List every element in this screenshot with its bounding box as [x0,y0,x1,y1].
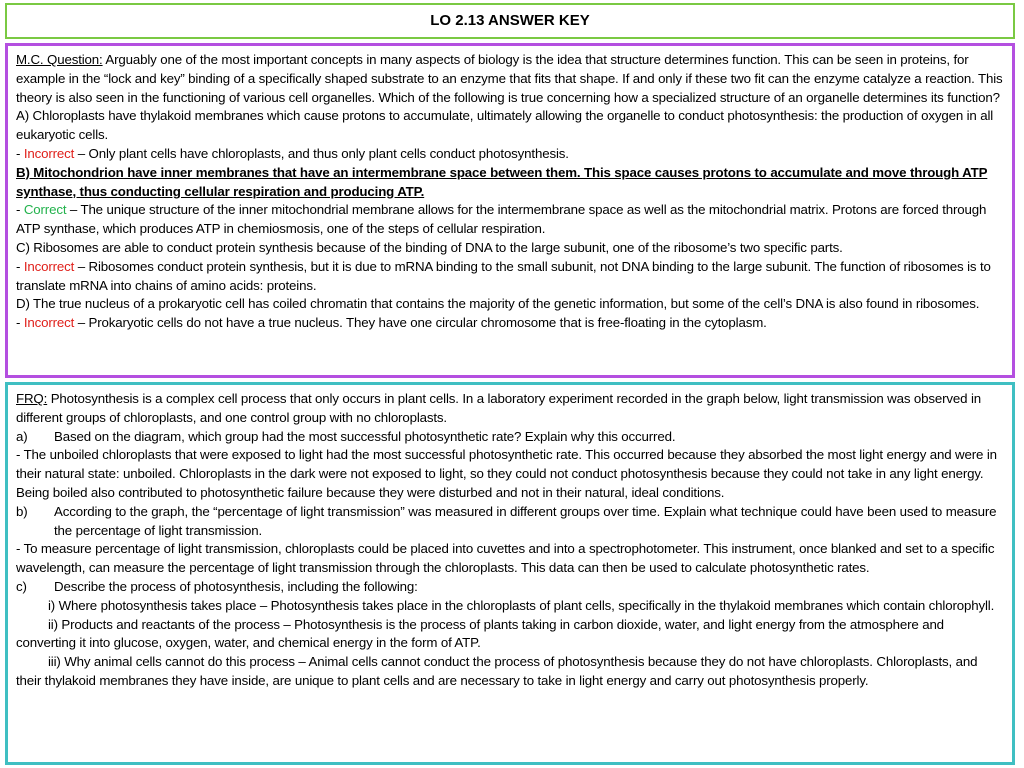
mc-label: M.C. Question: [16,52,103,67]
mc-explanation-a [16,145,1004,164]
frq-answer-c-iii: iii) Why animal cells cannot do this process – Animal cells cannot conduct the process of photosynthesis because they do not have chloroplasts. Chloroplasts, and their thylakoid membranes they have inside, are unique to plant cells and are necessary to take in light energy and carry out photosynthesis properly. [16,654,978,688]
title-box [5,3,1015,39]
frq-answer-a: - The unboiled chloroplasts that were exposed to light had the most successful photosynthetic rate. This occurred because they absorbed the most light energy and were in their natural state: unboiled. Chloroplasts in the dark were not exposed to light, so they could not conduct photosynthesis because they could not take in any light energy. Being boiled also contributed to photosynthetic failure because they were disturbed and not in their natural, ideal conditions. [16,447,997,500]
mc-explanation-c [16,258,1004,296]
mc-option-b-correct: B) Mitochondrion have inner membranes that have an intermembrane space between them. This space causes protons to accumulate and move through ATP synthase, thus conducting cellular respiration and producing ATP. [16,164,988,199]
question-text: Describe the process of photosynthesis, including the following: [54,578,418,594]
frq-intro-text: Photosynthesis is a complex cell process that only occurs in plant cells. In a laboratory experiment recorded in the graph below, light transmission was observed in different groups of chloroplasts, and one control group with no chloroplasts. [16,391,982,425]
mc-question-box [5,43,1015,378]
dash: - [16,315,24,331]
verdict-incorrect: Incorrect [23,258,75,274]
dash: - [16,145,24,161]
list-marker: b) [16,503,28,519]
question-text: Based on the diagram, which group had the most successful photosynthetic rate? Explain why this occurred. [54,428,676,444]
list-marker: c) [16,578,27,594]
explanation-text: – Ribosomes conduct protein synthesis, but it is due to mRNA binding to the small subunit, not DNA binding to the large subunit. The function of ribosomes is to translate mRNA into chains of amino acids: proteins. [16,258,991,293]
mc-question [16,51,1004,107]
mc-option-d: D) The true nucleus of a prokaryotic cell has coiled chromatin that contains the majority of the genetic information, but some of the cell’s DNA is also found in ribosomes. [16,296,980,312]
verdict-correct: Correct [23,202,67,218]
mc-option-c: C) Ribosomes are able to conduct protein synthesis because of the binding of DNA to the large subunit, one of the ribosome’s two specific parts. [16,239,843,255]
mc-question-text: Arguably one of the most important concepts in many aspects of biology is the idea that structure determines function. This can be seen in proteins, for example in the “lock and key” binding of a specifically shaped substrate to an enzyme that fits that shape. If and only if these two fit can the enzyme catalyze a reaction. This theory is also seen in the functioning of various cell organelles. Which of the following is true concerning how a specialized structure of an organelle determines its function? [16,52,1003,105]
frq-box [5,382,1015,765]
frq-answer-b: - To measure percentage of light transmission, chloroplasts could be placed into cuvettes and into a spectrophotometer. This instrument, once blanked and set to a specific wavelength, can measure the percentage of light transmission through the chloroplasts. This data can then be used to calculate photosynthetic rates. [16,541,995,576]
verdict-incorrect: Incorrect [23,315,75,331]
explanation-text: – The unique structure of the inner mitochondrial membrane allows for the intermembrane space as well as the mitochondrial matrix. Protons are forced through ATP synthase, which produces ATP in chemiosmosis, one of the steps of cellular respiration. [16,202,987,237]
frq-intro [16,390,1004,428]
dash: - [16,258,24,274]
dash: - [16,202,24,218]
mc-explanation-b [16,201,1004,239]
list-marker: a) [16,428,28,444]
frq-question-a [16,428,1004,447]
frq-answer-c-ii: ii) Products and reactants of the process – Photosynthesis is the process of plants taking in carbon dioxide, water, and light energy from the atmosphere and converting it into glucose, oxygen, water, and chemical energy in the form of ATP. [16,616,944,651]
page-title: LO 2.13 ANSWER KEY [430,12,590,29]
verdict-incorrect: Incorrect [23,145,75,161]
frq-answer-c-i: i) Where photosynthesis takes place – Photosynthesis takes place in the chloroplasts of plant cells, specifically in the thylakoid membranes which contain chlorophyll. [48,597,995,613]
question-text: According to the graph, the “percentage of light transmission” was measured in different groups over time. Explain what technique could have been used to measure the percentage of light transmission. [54,503,997,538]
frq-question-c [16,578,1004,597]
mc-option-a: A) Chloroplasts have thylakoid membranes which cause protons to accumulate, ultimately allowing the organelle to conduct photosynthesis: the production of oxygen in all eukaryotic cells. [16,108,994,143]
explanation-text: – Only plant cells have chloroplasts, and thus only plant cells conduct photosynthesis. [74,145,569,161]
frq-question-b [16,503,1004,541]
mc-explanation-d [16,314,1004,333]
frq-label: FRQ: [16,391,48,406]
explanation-text: – Prokaryotic cells do not have a true nucleus. They have one circular chromosome that is free-floating in the cytoplasm. [74,315,767,331]
